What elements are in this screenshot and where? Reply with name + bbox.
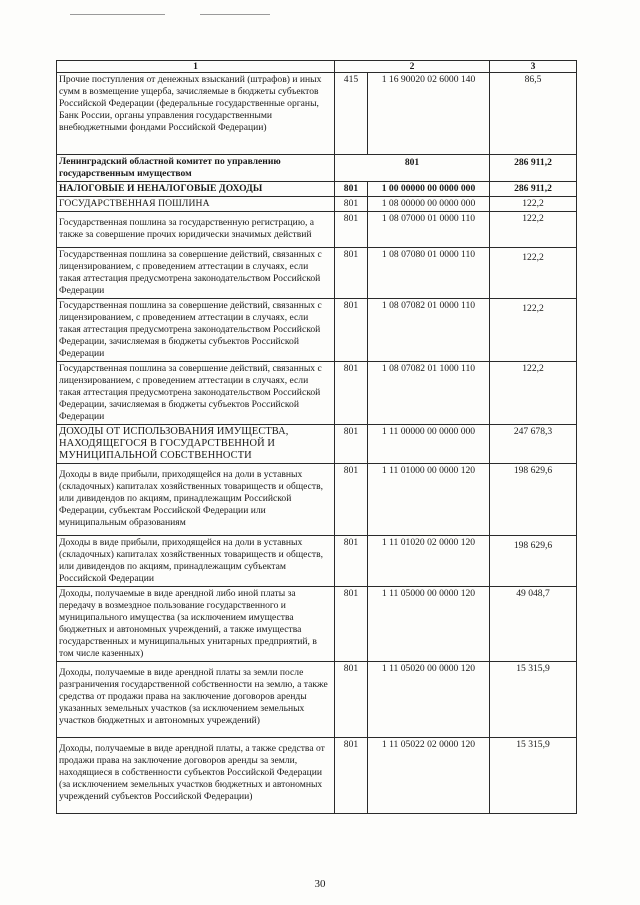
header-col-1: 1 [57,61,335,73]
row-admin-code: 801 [335,362,368,425]
row-description: Доходы в виде прибыли, приходящейся на доли в уставных (складочных) капиталах хозяйственных товариществ и обществ, или дивидендов по акциям, принадлежащим Российской Федерации, субъектам Российской Федерации или муниципальным образованиям [57,464,335,536]
table-row [57,197,577,212]
row-amount: 122,2 [490,362,577,425]
table-row-section [57,155,577,182]
row-kbk-code: 1 08 00000 00 0000 000 [368,197,490,212]
table-row [57,536,577,587]
row-admin-code: 801 [335,464,368,536]
row-amount: 49 048,7 [490,587,577,662]
row-kbk-code: 1 16 90020 02 6000 140 [368,73,490,155]
row-description: Доходы, получаемые в виде арендной платы за земли после разграничения государственной собственности на землю, а также средства от продажи права на заключение договоров аренды указанных земельных участков (за исключением земельных участков бюджетных и автономных учреждений) [57,662,335,738]
row-description: Доходы в виде прибыли, приходящейся на доли в уставных (складочных) капиталах хозяйственных товариществ и обществ, или дивидендов по акциям, принадлежащим субъектам Российской Федерации [57,536,335,587]
row-description: Государственная пошлина за совершение действий, связанных с лицензированием, с проведением аттестации в случаях, если такая аттестация предусмотрена законодательством Российской Федерации, зачисляемая в бюджеты субъектов Российской Федерации [57,362,335,425]
row-amount: 247 678,3 [490,425,577,464]
page-edge-mark-right [200,14,270,15]
row-amount: 198 629,6 [490,536,577,587]
table-row [57,299,577,362]
row-admin-code: 801 [335,587,368,662]
table-row [57,73,577,155]
row-description: Государственная пошлина за государственную регистрацию, а также за совершение прочих юридически значимых действий [57,212,335,248]
row-kbk-code: 1 11 01020 02 0000 120 [368,536,490,587]
row-amount: 86,5 [490,73,577,155]
row-amount: 122,2 [490,197,577,212]
row-description: Доходы, получаемые в виде арендной платы, а также средства от продажи права на заключение договоров аренды за земли, находящиеся в собственности субъектов Российской Федерации (за исключением земельных участков бюджетных и автономных учреждений субъектов Российской Федерации) [57,738,335,814]
table-row-section [57,425,577,464]
header-col-2: 2 [335,61,490,73]
row-amount: 15 315,9 [490,738,577,814]
row-kbk-code: 1 08 07082 01 1000 110 [368,362,490,425]
row-kbk-code: 1 11 05020 00 0000 120 [368,662,490,738]
table-row [57,738,577,814]
row-description: Прочие поступления от денежных взысканий (штрафов) и иных сумм в возмещение ущерба, зачисляемые в бюджеты субъектов Российской Федерации (федеральные государственные органы, Банк России, органы управления государственными внебюджетными фондами Российской Федерации) [57,73,335,155]
row-admin-code: 801 [335,299,368,362]
row-admin-code: 801 [335,182,368,197]
row-admin-code: 415 [335,73,368,155]
row-admin-code: 801 [335,155,490,182]
row-amount: 15 315,9 [490,662,577,738]
table-row [57,248,577,299]
row-description: ГОСУДАРСТВЕННАЯ ПОШЛИНА [57,197,335,212]
row-kbk-code: 1 08 07080 01 0000 110 [368,248,490,299]
table-header-row [57,61,577,73]
row-kbk-code: 1 11 05022 02 0000 120 [368,738,490,814]
table-row-section [57,182,577,197]
row-kbk-code: 1 08 07082 01 0000 110 [368,299,490,362]
header-col-3: 3 [490,61,577,73]
row-admin-code: 801 [335,197,368,212]
row-amount: 122,2 [490,299,577,362]
row-amount: 122,2 [490,248,577,299]
row-description: Ленинградский областной комитет по управлению государственным имуществом [57,155,335,182]
row-amount: 198 629,6 [490,464,577,536]
row-admin-code: 801 [335,536,368,587]
row-kbk-code: 1 00 00000 00 0000 000 [368,182,490,197]
table-row [57,587,577,662]
revenue-table [56,60,577,814]
row-amount: 286 911,2 [490,155,577,182]
row-amount: 122,2 [490,212,577,248]
row-description: Государственная пошлина за совершение действий, связанных с лицензированием, с проведением аттестации в случаях, если такая аттестация предусмотрена законодательством Российской Федерации, зачисляемая в бюджеты субъектов Российской Федерации [57,299,335,362]
table-row [57,212,577,248]
row-kbk-code: 1 11 00000 00 0000 000 [368,425,490,464]
row-description: Государственная пошлина за совершение действий, связанных с лицензированием, с проведением аттестации в случаях, если такая аттестация предусмотрена законодательством Российской Федерации [57,248,335,299]
row-admin-code: 801 [335,662,368,738]
row-admin-code: 801 [335,425,368,464]
table-row [57,662,577,738]
row-description: НАЛОГОВЫЕ И НЕНАЛОГОВЫЕ ДОХОДЫ [57,182,335,197]
row-admin-code: 801 [335,248,368,299]
row-amount: 286 911,2 [490,182,577,197]
row-admin-code: 801 [335,212,368,248]
table-row [57,464,577,536]
row-admin-code: 801 [335,738,368,814]
table-row [57,362,577,425]
page-edge-mark-left [70,14,165,15]
row-description: ДОХОДЫ ОТ ИСПОЛЬЗОВАНИЯ ИМУЩЕСТВА, НАХОДЯЩЕГОСЯ В ГОСУДАРСТВЕННОЙ И МУНИЦИПАЛЬНОЙ СОБСТВЕННОСТИ [57,425,335,464]
row-kbk-code: 1 08 07000 01 0000 110 [368,212,490,248]
row-description: Доходы, получаемые в виде арендной либо иной платы за передачу в возмездное пользование государственного и муниципального имущества (за исключением имущества бюджетных и автономных учреждений, а также имущества государственных и муниципальных унитарных предприятий, в том числе казенных) [57,587,335,662]
page-number: 30 [314,878,326,890]
row-kbk-code: 1 11 01000 00 0000 120 [368,464,490,536]
row-kbk-code: 1 11 05000 00 0000 120 [368,587,490,662]
